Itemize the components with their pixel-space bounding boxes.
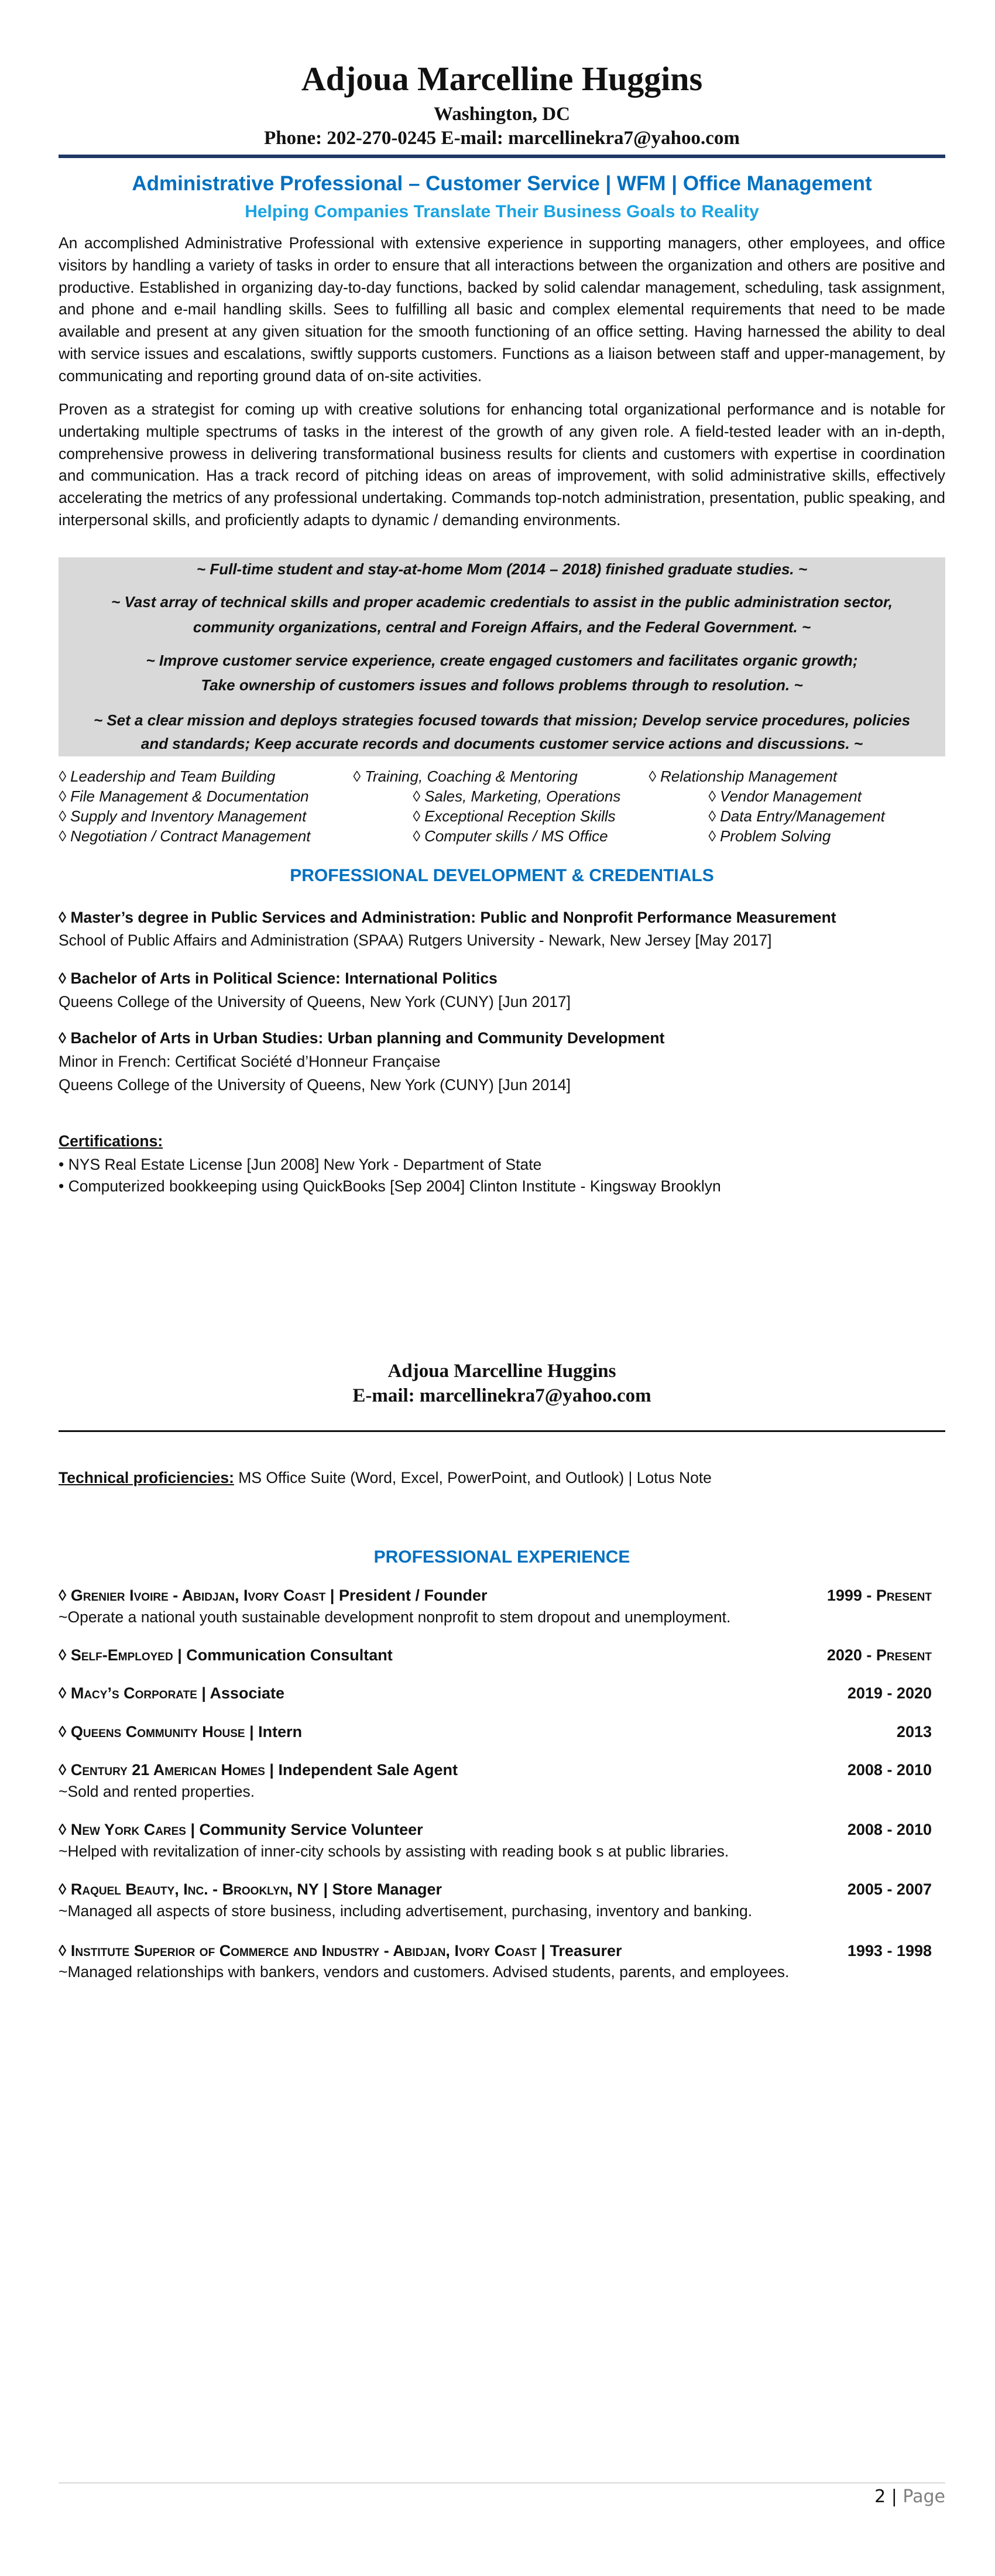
headline-subtitle: Helping Companies Translate Their Business Goals to Reality [245, 202, 759, 221]
job-role: | Independent Sale Agent [265, 1761, 458, 1779]
job-role: | Communication Consultant [173, 1646, 393, 1664]
job-role: | Store Manager [318, 1880, 442, 1898]
job-role: | Intern [245, 1723, 303, 1741]
page-separator: | [886, 2486, 903, 2507]
job-company: ◊ Self-Employed [59, 1646, 173, 1664]
job-dates: 2020 - Present [826, 1646, 932, 1664]
skill-item: ◊ Data Entry/Management [708, 807, 885, 825]
job-entry [59, 1682, 932, 1704]
certifications-heading: Certifications: [59, 1132, 163, 1150]
contact-line: Phone: 202-270-0245 E-mail: marcellinekra7@yahoo.com [264, 128, 740, 149]
job-dates: 2008 - 2010 [847, 1821, 932, 1838]
certification-item: • Computerized bookkeeping using QuickBooks [Sep 2004] Clinton Institute - Kingsway Brooklyn [59, 1177, 721, 1195]
location: Washington, DC [434, 104, 570, 125]
technical-proficiencies [59, 1467, 712, 1489]
page2-divider [59, 1430, 945, 1432]
skill-item: ◊ Sales, Marketing, Operations [413, 787, 621, 805]
highlight-line: ~ Improve customer service experience, create engaged customers and facilitates organic growth; [146, 652, 858, 669]
job-description: ~Operate a national youth sustainable development nonprofit to stem dropout and unemployment. [59, 1608, 731, 1626]
skill-item: ◊ Vendor Management [708, 787, 862, 805]
job-entry [59, 1644, 932, 1666]
degree-detail: Minor in French: Certificat Société d’Honneur Française [59, 1053, 441, 1070]
job-dates: 2005 - 2007 [847, 1880, 932, 1898]
job-company: ◊ Century 21 American Homes [59, 1761, 265, 1779]
job-entry [59, 1818, 932, 1841]
job-company: ◊ Queens Community House [59, 1723, 245, 1741]
job-company: ◊ Macy’s Corporate [59, 1684, 197, 1702]
degree-title: ◊ Master’s degree in Public Services and Administration: Public and Nonprofit Performance Measurement [59, 909, 836, 926]
page2-email: E-mail: marcellinekra7@yahoo.com [352, 1385, 651, 1406]
job-description: ~Helped with revitalization of inner-city schools by assisting with reading book s at public libraries. [59, 1842, 729, 1860]
experience-heading: PROFESSIONAL EXPERIENCE [373, 1547, 630, 1567]
degree-detail: Queens College of the University of Queens, New York (CUNY) [Jun 2014] [59, 1076, 571, 1094]
job-description: ~Managed all aspects of store business, including advertisement, purchasing, inventory and banking. [59, 1902, 753, 1920]
technical-label: Technical proficiencies: [59, 1469, 234, 1486]
summary-paragraph-1: An accomplished Administrative Professional with extensive experience in supporting managers, other employees, and office visitors by handling a variety of tasks in order to ensure that all interactions between the organization and others are positive and productive. Established in organizing day-to-day functions, backed by solid calendar management, scheduling, task assignment, and phone and e-mail handling skills. Sees to fulfilling all basic and complex elemental requirements that need to be made available and present at any given situation for the smooth functioning of an office setting. Having harnessed the ability to deal with service issues and escalations, swiftly supports customers. Functions as a liaison between staff and upper-management, by communicating and reporting ground data of on-site activities. [59, 234, 945, 385]
job-company: ◊ Grenier Ivoire - Abidjan, Ivory Coast [59, 1587, 326, 1604]
job-company: ◊ Institute Superior of Commerce and Industry - Abidjan, Ivory Coast [59, 1942, 537, 1960]
job-description: ~Managed relationships with bankers, vendors and customers. Advised students, parents, and employees. [59, 1963, 790, 1981]
job-entry [59, 1759, 932, 1781]
job-entry [59, 1878, 932, 1900]
page2-name: Adjoua Marcelline Huggins [387, 1361, 616, 1382]
skill-item: ◊ Relationship Management [649, 768, 838, 785]
certification-item: • NYS Real Estate License [Jun 2008] New York - Department of State [59, 1156, 542, 1173]
job-dates: 2019 - 2020 [847, 1684, 932, 1702]
degree-title: ◊ Bachelor of Arts in Political Science: International Politics [59, 970, 498, 987]
technical-value: MS Office Suite (Word, Excel, PowerPoint, and Outlook) | Lotus Note [234, 1469, 712, 1486]
job-dates: 2008 - 2010 [847, 1761, 932, 1779]
job-role: | Treasurer [536, 1942, 622, 1960]
page-footer [874, 2486, 945, 2508]
skill-item: ◊ Negotiation / Contract Management [59, 827, 311, 845]
highlight-line: ~ Vast array of technical skills and proper academic credentials to assist in the public administration sector, [111, 593, 893, 611]
job-company: ◊ New York Cares [59, 1821, 186, 1838]
credentials-heading: PROFESSIONAL DEVELOPMENT & CREDENTIALS [290, 866, 714, 885]
header-divider [59, 155, 945, 158]
job-entry [59, 1721, 932, 1743]
degree-detail: Queens College of the University of Queens, New York (CUNY) [Jun 2017] [59, 993, 571, 1010]
skill-item: ◊ File Management & Documentation [59, 787, 309, 805]
job-dates: 1993 - 1998 [847, 1942, 932, 1960]
highlight-line: and standards; Keep accurate records and documents customer service actions and discussions. ~ [140, 735, 863, 752]
highlight-line: ~ Set a clear mission and deploys strategies focused towards that mission; Develop service procedures, policies [93, 711, 911, 729]
job-dates: 2013 [896, 1723, 932, 1741]
page-label: Page [903, 2486, 945, 2507]
skill-item: ◊ Exceptional Reception Skills [413, 807, 616, 825]
job-description: ~Sold and rented properties. [59, 1783, 255, 1800]
skill-item: ◊ Problem Solving [708, 827, 831, 845]
footer-divider [59, 2482, 945, 2483]
page-number: 2 [874, 2486, 886, 2507]
skill-item: ◊ Supply and Inventory Management [59, 807, 307, 825]
highlight-line: ~ Full-time student and stay-at-home Mom (2014 – 2018) finished graduate studies. ~ [196, 560, 808, 578]
skill-item: ◊ Training, Coaching & Mentoring [353, 768, 578, 785]
highlight-line: Take ownership of customers issues and follows problems through to resolution. ~ [201, 676, 803, 694]
job-dates: 1999 - Present [826, 1587, 932, 1604]
job-role: | President / Founder [325, 1587, 488, 1604]
job-entry [59, 1940, 932, 1962]
summary-paragraph-2: Proven as a strategist for coming up with creative solutions for enhancing total organizational performance and is notable for undertaking multiple spectrums of tasks in the interest of the growth of any given role. A field-tested leader with an in-depth, comprehensive prowess in delivering transformational business results for clients and customers with expertise in coordination and communication. Has a track record of pitching ideas on areas of improvement, with solid administrative skills, effectively accelerating the metrics of any professional undertaking. Commands top-notch administration, presentation, public speaking, and interpersonal skills, and proficiently adapts to dynamic / demanding environments. [59, 400, 945, 529]
candidate-name: Adjoua Marcelline Huggins [301, 60, 703, 98]
job-company: ◊ Raquel Beauty, Inc. - Brooklyn, NY [59, 1880, 319, 1898]
headline-title: Administrative Professional – Customer Service | WFM | Office Management [132, 172, 872, 195]
skill-item: ◊ Computer skills / MS Office [413, 827, 608, 845]
highlight-line: community organizations, central and Foreign Affairs, and the Federal Government. ~ [193, 618, 811, 636]
job-role: | Community Service Volunteer [186, 1821, 423, 1838]
skill-item: ◊ Leadership and Team Building [59, 768, 276, 785]
job-entry [59, 1584, 932, 1606]
degree-title: ◊ Bachelor of Arts in Urban Studies: Urban planning and Community Development [59, 1029, 665, 1047]
job-role: | Associate [197, 1684, 285, 1702]
degree-detail: School of Public Affairs and Administration (SPAA) Rutgers University - Newark, New Jersey [May 2017] [59, 931, 772, 949]
